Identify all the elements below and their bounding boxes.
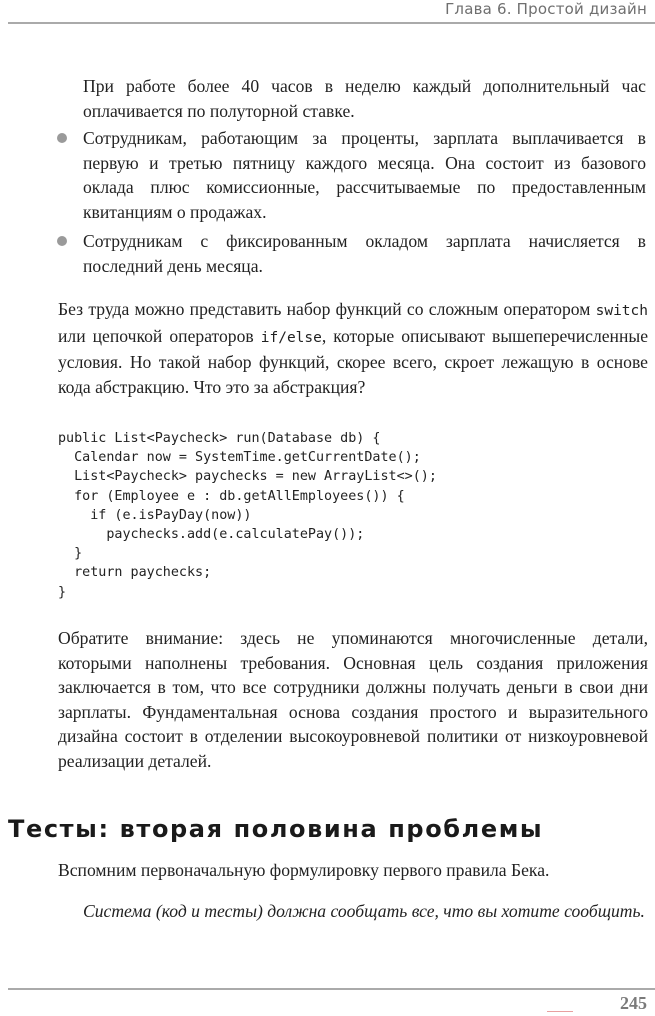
footer-accent — [547, 1011, 573, 1012]
code-listing: public List<Paycheck> run(Database db) { Calendar now = SystemTime.getCurrentDate(); List<Paycheck> paychecks = new ArrayList<>(); for (Employee e : db.getAllEmployees()) { if (e.isPayDay(now)) paychecks.add(e.calculatePay()); } return paychecks; } — [58, 431, 437, 600]
inline-code-if-else: if/else — [260, 329, 322, 346]
quote: Система (код и тесты) должна сообщать все, что вы хотите сообщить. — [83, 901, 645, 921]
body-paragraph-2: Обратите внимание: здесь не упоминаются многочисленные детали, которыми наполнены требования. Основная цель создания приложения заключается в том, что все сотрудники должны получать деньги в свои дни зарплаты. Фундаментальная основа создания простого и выразительного дизайна состоит в отделении высокоуровневой политики от низкоуровневой реализации деталей. — [58, 628, 648, 771]
running-head: Глава 6. Простой дизайн — [445, 0, 647, 18]
bullet-item — [83, 126, 646, 224]
body-text: или цепочкой операторов — [58, 325, 261, 346]
body-text: Без труда можно представить набор функций со сложным оператором — [58, 299, 596, 319]
body-paragraph-1 — [58, 297, 648, 399]
inline-code-switch: switch — [595, 303, 648, 319]
bullet-dot-icon — [57, 133, 67, 143]
bullet-text: Сотрудникам, работающим за проценты, зарплата выплачивается в первую и третью пятницу каждого месяца. Она состоит из базового оклада плюс комиссионные, рассчитываемые по предоставленным квитанциям о продажах. — [83, 128, 646, 222]
bullet-item — [83, 229, 646, 278]
body-text: , которые описывают вышеперечисленные условия. Но такой набор функций, скорее всего, скроет лежащую в основе кода абстракцию. Что это за абстракция? — [58, 325, 649, 397]
section-heading: Тесты: вторая половина проблемы — [8, 815, 544, 843]
bullet-dot-icon — [57, 236, 67, 246]
footer-divider — [8, 988, 655, 990]
intro-paragraph: При работе более 40 часов в неделю каждый дополнительный час оплачивается по полуторной ставке. — [83, 76, 646, 121]
page-number: 245 — [620, 993, 647, 1013]
bullet-text: Сотрудникам с фиксированным окладом зарплата начисляется в последний день месяца. — [83, 231, 646, 276]
header-divider — [8, 22, 655, 24]
body-paragraph-3: Вспомним первоначальную формулировку первого правила Бека. — [58, 860, 550, 880]
